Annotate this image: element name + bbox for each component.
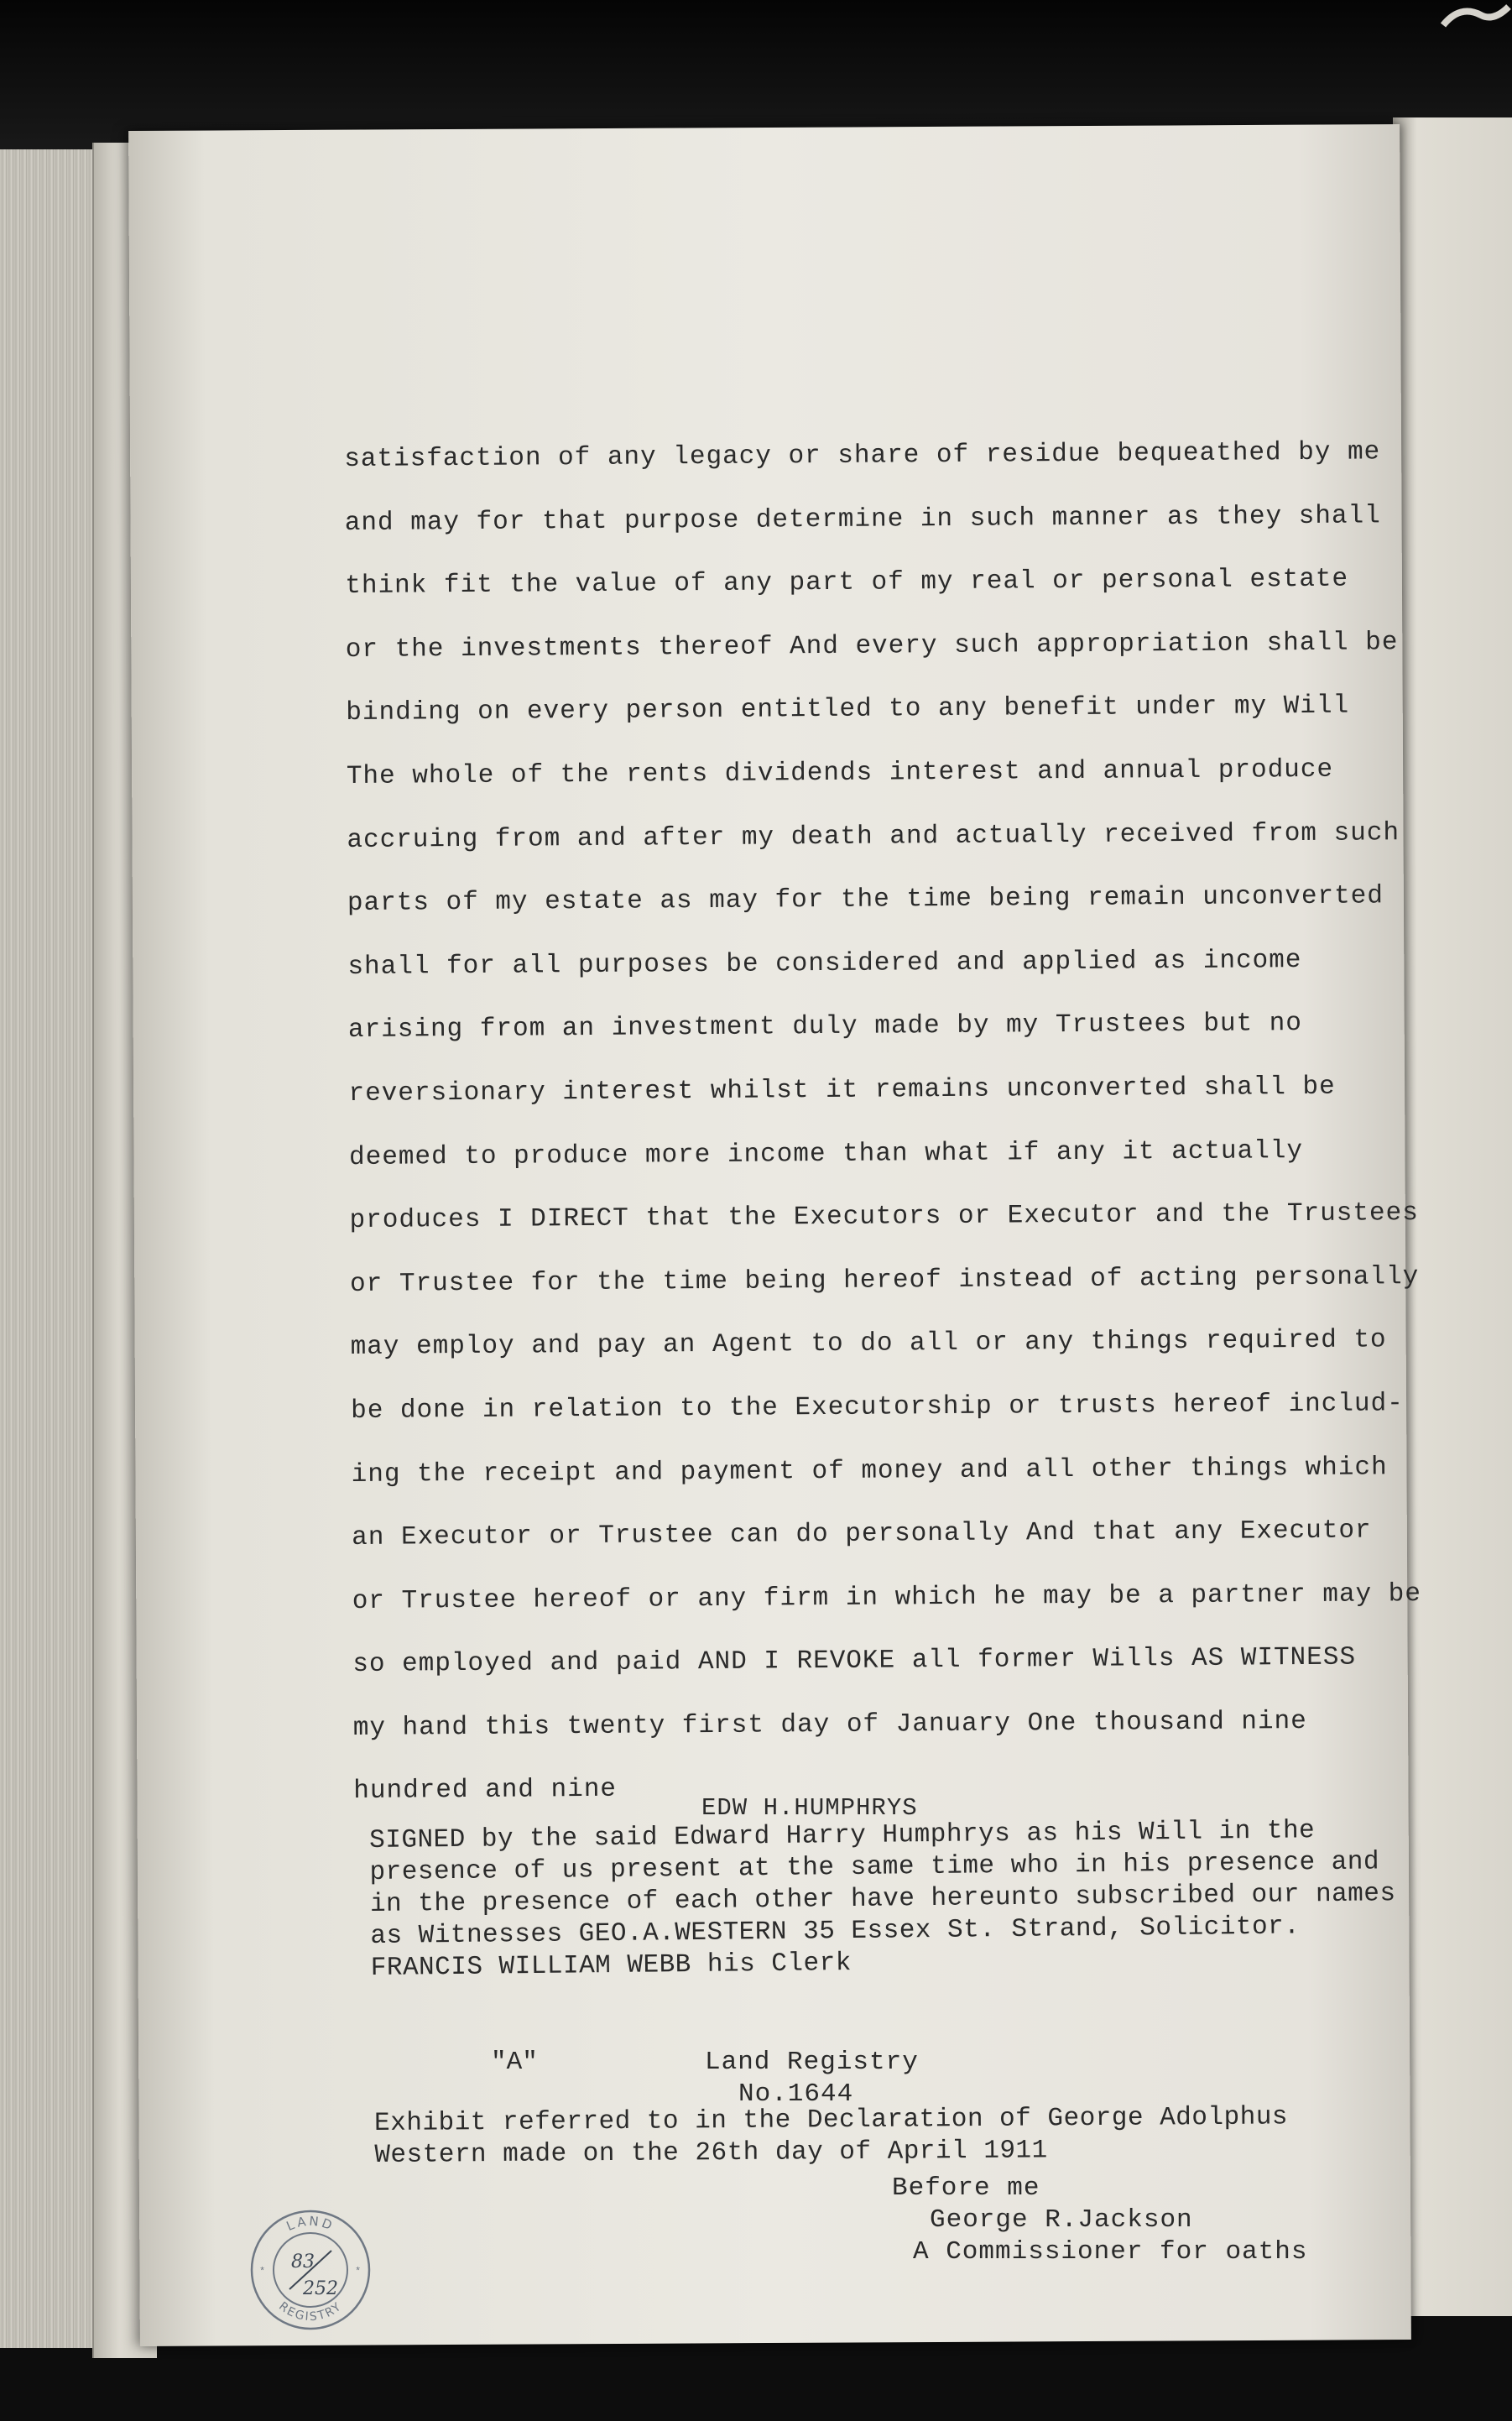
stamp-bottom-text: REGISTRY — [276, 2299, 345, 2324]
stamp-folio-top: 83 — [291, 2251, 315, 2272]
body-line: an Executor or Trustee can do personally And that any Executor — [352, 1516, 1372, 1553]
body-line: my hand this twenty first day of January One thousand nine — [352, 1706, 1307, 1743]
body-line: so employed and paid AND I REVOKE all former Wills AS WITNESS — [352, 1642, 1357, 1680]
stamp-top-text: LAND — [284, 2213, 337, 2235]
testator-signature: EDW H.HUMPHRYS — [701, 1794, 918, 1822]
body-line: binding on every person entitled to any benefit under my Will — [346, 691, 1350, 728]
body-line: or the investments thereof And every such appropriation shall be — [345, 628, 1399, 665]
attestation-line: in the presence of each other have hereunto subscribed our names — [369, 1879, 1396, 1919]
body-line: or Trustee for the time being hereof instead of acting personally — [350, 1261, 1420, 1299]
before-me-label: Before me — [892, 2173, 1040, 2203]
body-line: ing the receipt and payment of money and all other things which — [351, 1452, 1388, 1490]
commissioner-title: A Commissioner for oaths — [913, 2237, 1308, 2267]
will-body-text — [344, 420, 1422, 1824]
body-line: be done in relation to the Executorship or trusts hereof includ- — [351, 1389, 1404, 1426]
exhibit-line: Western made on the 26th day of April 1911 — [374, 2136, 1048, 2170]
body-line: shall for all purposes be considered and applied as income — [347, 945, 1302, 982]
body-line: accruing from and after my death and actually received from such — [347, 817, 1400, 855]
registry-number: No.1644 — [738, 2079, 854, 2109]
body-line: hundred and nine — [353, 1775, 618, 1807]
land-registry-stamp-icon — [248, 2207, 373, 2333]
exhibit-line: Exhibit referred to in the Declaration of George Adolphus — [374, 2102, 1289, 2138]
body-line: or Trustee hereof or any firm in which he may be a partner may be — [352, 1578, 1422, 1616]
svg-text:*: * — [259, 2266, 266, 2278]
body-line: parts of my estate as may for the time being remain unconverted — [347, 881, 1384, 919]
registry-title: Land Registry — [705, 2048, 919, 2077]
body-line: The whole of the rents dividends interest and annual produce — [346, 754, 1334, 791]
body-line: deemed to produce more income than what if any it actually — [348, 1135, 1304, 1172]
body-line: arising from an investment duly made by my Trustees but no — [347, 1009, 1303, 1046]
commissioner-name: George R.Jackson — [930, 2205, 1193, 2235]
body-line: satisfaction of any legacy or share of residue bequeathed by me — [344, 437, 1381, 474]
body-line: think fit the value of any part of my real or personal estate — [345, 564, 1349, 602]
svg-text:*: * — [355, 2266, 362, 2278]
exhibit-mark: "A" — [491, 2048, 538, 2077]
body-line: produces I DIRECT that the Executors or Executor and the Trustees — [349, 1198, 1419, 1236]
attestation-line: FRANCIS WILLIAM WEBB his Clerk — [370, 1948, 852, 1983]
attestation-line: as Witnesses GEO.A.WESTERN 35 Essex St. Strand, Solicitor. — [370, 1912, 1301, 1951]
exhibit-statement — [374, 2100, 1399, 2172]
stamp-folio-bottom: 252 — [303, 2278, 338, 2299]
body-line: and may for that purpose determine in such manner as they shall — [344, 500, 1381, 538]
svg-text:REGISTRY — [276, 2299, 345, 2324]
body-line: may employ and pay an Agent to do all or any things required to — [350, 1325, 1387, 1363]
corner-tab-icon — [1435, 0, 1512, 34]
attestation-clause — [369, 1814, 1411, 1985]
attestation-line: SIGNED by the said Edward Harry Humphrys as his Will in the — [369, 1816, 1316, 1855]
body-line: reversionary interest whilst it remains unconverted shall be — [348, 1072, 1336, 1109]
attestation-line: presence of us present at the same time who in his presence and — [369, 1847, 1380, 1887]
svg-text:LAND — [284, 2214, 336, 2234]
